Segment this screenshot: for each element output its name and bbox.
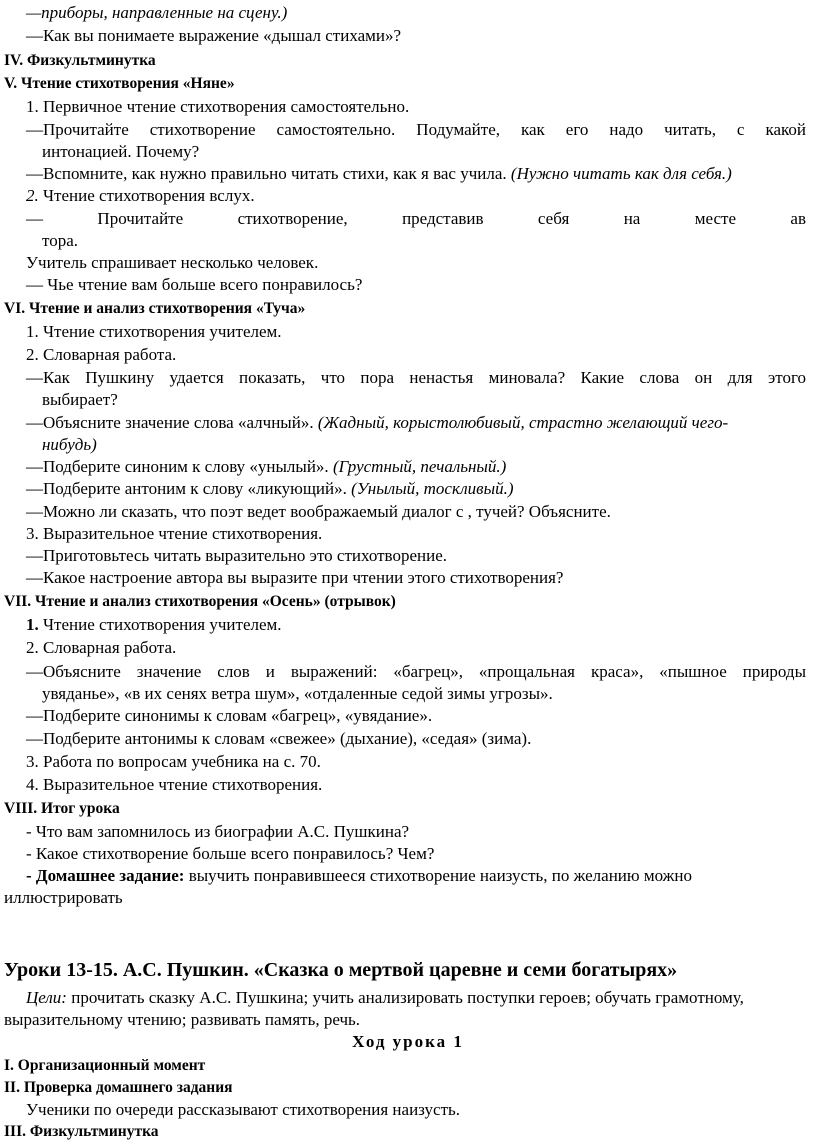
- section-heading: III. Физкультминутка: [4, 1123, 159, 1140]
- homework-label: - Домашнее задание:: [26, 866, 185, 885]
- text-line: 1. Чтение стихотворения учителем.: [26, 322, 282, 341]
- answer-text: (Грустный, печальный.): [332, 457, 507, 476]
- list-item: - Какое стихотворение больше всего понравилось? Чем?: [26, 844, 435, 863]
- text-span: —Подберите синоним к слову «унылый».: [26, 457, 329, 476]
- text-line: 3. Выразительное чтение стихотворения.: [26, 524, 323, 543]
- text-span: Чтение стихотворения вслух.: [43, 186, 255, 205]
- text-line: 1. Первичное чтение стихотворения самостоятельно.: [26, 97, 410, 116]
- text-line: 2. Словарная работа.: [26, 638, 177, 657]
- answer-text: (Нужно читать как для себя.): [510, 164, 732, 183]
- text-line: [26, 615, 282, 635]
- text-line: —Можно ли сказать, что поэт ведет воображаемый диалог с , тучей? Объясните.: [26, 502, 611, 521]
- text-line: [26, 413, 728, 433]
- text-line: —Подберите синонимы к словам «багрец», «увядание».: [26, 706, 433, 725]
- text-span: —Объясните значение слова «алчный».: [26, 413, 314, 432]
- text-line: выбирает?: [42, 390, 118, 409]
- text-line: 4. Выразительное чтение стихотворения.: [26, 775, 323, 794]
- section-heading: IV. Физкультминутка: [4, 52, 156, 69]
- text-line: [26, 164, 732, 184]
- section-heading: VII. Чтение и анализ стихотворения «Осень» (отрывок): [4, 593, 396, 610]
- text-line: Учитель спрашивает несколько человек.: [26, 253, 319, 272]
- lesson-course-heading: Ход урока 1: [352, 1032, 464, 1051]
- text-line: Ученики по очереди рассказывают стихотворения наизусть.: [26, 1100, 461, 1119]
- text-line: иллюстрировать: [4, 888, 123, 907]
- text-line: [26, 457, 506, 477]
- list-item: - Что вам запомнилось из биографии А.С. Пушкина?: [26, 822, 410, 841]
- text-line: выразительному чтению; развивать память, речь.: [4, 1010, 360, 1029]
- text-line: [26, 479, 514, 499]
- text-line: —Прочитайте стихотворение самостоятельно. Подумайте, как его надо читать, с какой: [26, 120, 806, 139]
- answer-text: (Унылый, тоскливый.): [351, 479, 514, 498]
- section-heading: II. Проверка домашнего задания: [4, 1079, 233, 1096]
- text-line: интонацией. Почему?: [42, 142, 200, 161]
- section-heading: VI. Чтение и анализ стихотворения «Туча»: [4, 300, 306, 317]
- text-span: —Вспомните, как нужно правильно читать стихи, как я вас учила.: [26, 164, 507, 183]
- text-line: —Какое настроение автора вы выразите при чтении этого стихотворения?: [26, 568, 564, 587]
- list-item: [26, 866, 692, 886]
- section-heading: V. Чтение стихотворения «Няне»: [4, 75, 235, 92]
- section-heading: I. Организационный момент: [4, 1057, 206, 1074]
- text-line: увяданье», «в их сенях ветра шум», «отдаленные седой зимы угрозы».: [42, 684, 553, 703]
- text-line: —Приготовьтесь читать выразительно это стихотворение.: [26, 546, 447, 565]
- text-line: 3. Работа по вопросам учебника на с. 70.: [26, 752, 321, 771]
- answer-text: (Жадный, корыстолюбивый, страстно желающий чего-: [317, 413, 729, 432]
- text-span: —Подберите антоним к слову «ликующий».: [26, 479, 347, 498]
- item-number: 1.: [26, 615, 39, 634]
- text-line: —Объясните значение слов и выражений: «багрец», «прощальная краса», «пышное природы: [26, 662, 806, 681]
- text-span: выучить понравившееся стихотворение наизусть, по желанию можно: [188, 866, 693, 885]
- text-line: —приборы, направленные на сцену.): [26, 3, 288, 22]
- section-heading: VIII. Итог урока: [4, 800, 120, 817]
- text-line: 2. Словарная работа.: [26, 345, 177, 364]
- answer-text: нибудь): [42, 435, 97, 454]
- text-line: [26, 988, 744, 1008]
- lesson-title: Уроки 13-15. А.С. Пушкин. «Сказка о мертвой царевне и семи богатырях»: [4, 959, 678, 981]
- text-line: — Прочитайте стихотворение, представив себя на месте ав: [26, 209, 806, 228]
- goal-label: Цели:: [26, 988, 67, 1007]
- text-span: прочитать сказку А.С. Пушкина; учить анализировать поступки героев; обучать грамотному,: [71, 988, 744, 1007]
- text-span: Чтение стихотворения учителем.: [43, 615, 282, 634]
- text-line: —Подберите антонимы к словам «свежее» (дыхание), «седая» (зима).: [26, 729, 532, 748]
- text-line: —Как Пушкину удается показать, что пора ненастья миновала? Какие слова он для этого: [26, 368, 806, 387]
- text-line: [26, 186, 255, 206]
- text-line: — Чье чтение вам больше всего понравилось?: [26, 275, 363, 294]
- item-number: 2.: [26, 186, 39, 205]
- text-line: тора.: [42, 231, 79, 250]
- text-line: —Как вы понимаете выражение «дышал стихами»?: [26, 26, 402, 45]
